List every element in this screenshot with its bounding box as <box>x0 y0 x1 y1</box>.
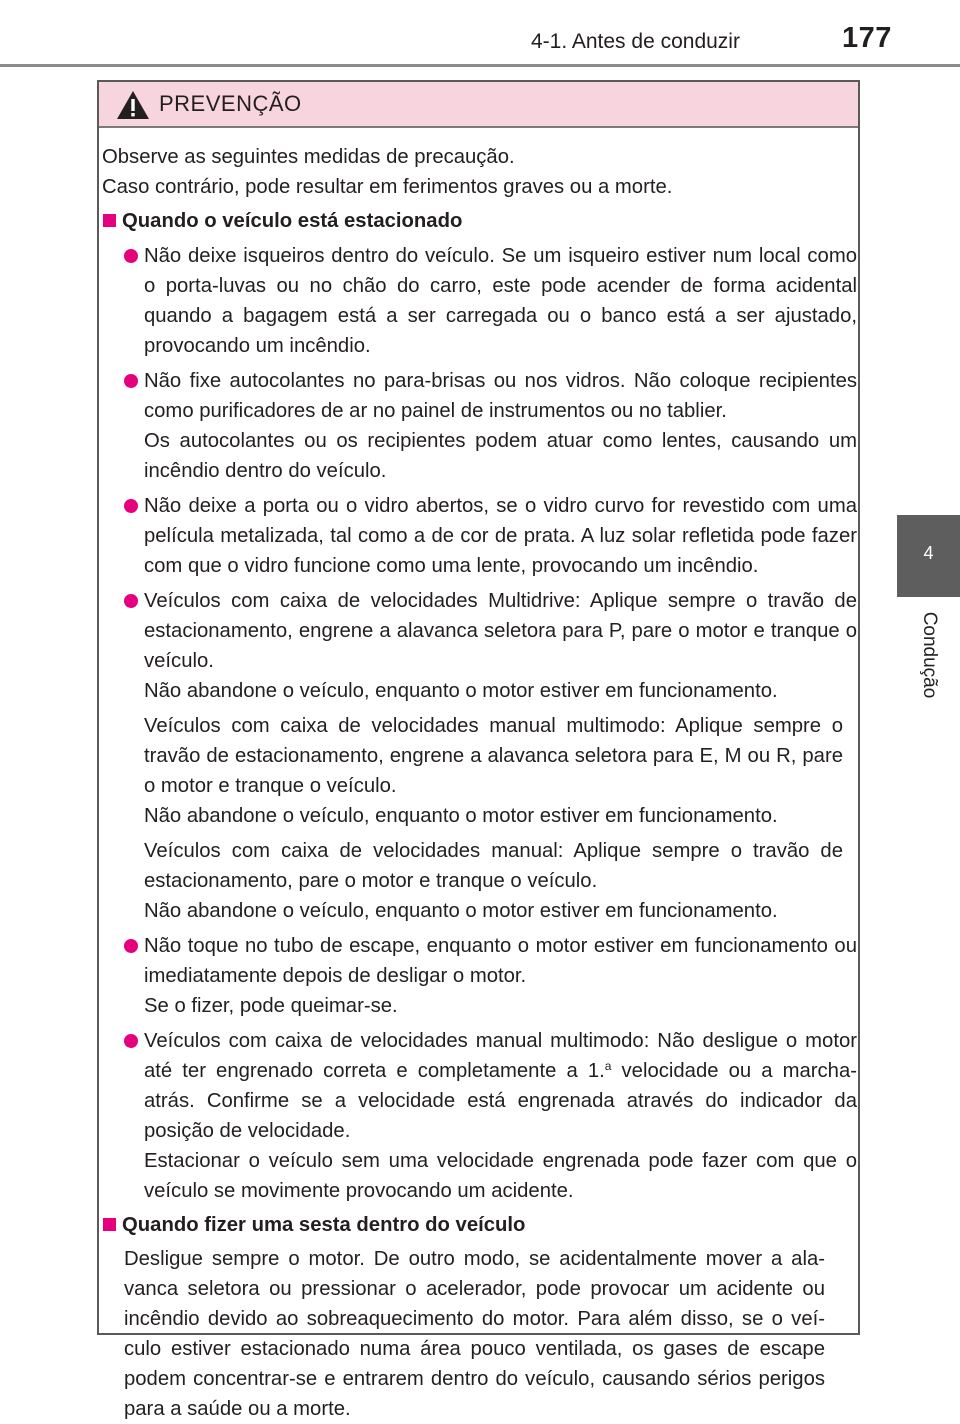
square-bullet-icon <box>103 214 116 227</box>
bullet-text: Não fixe autocolantes no para-brisas ou nos vidros. Não coloque recipientes como purificadores de ar no painel de instrumentos ou no tablier. <box>144 370 857 422</box>
bullet-note: Não abandone o veículo, enquanto o motor estiver em funcionamento. <box>144 900 778 922</box>
warning-triangle-icon <box>116 90 150 120</box>
bullet-note: Os autocolantes ou os recipientes podem atuar como lentes, causando um incêndio dentro do veículo. <box>144 430 857 482</box>
circle-bullet-icon <box>124 499 138 513</box>
circle-bullet-icon <box>124 1034 138 1048</box>
intro-line: Caso contrário, pode resultar em ferimentos graves ou a morte. <box>102 176 673 198</box>
bullet-item <box>102 241 857 361</box>
square-bullet-icon <box>103 1218 116 1231</box>
bullet-subparagraph: Veículos com caixa de velocidades manual: Aplique sempre o travão de estacionamento, pare o motor e tranque o veículo. <box>144 840 843 892</box>
header-divider <box>0 64 960 67</box>
bullet-text-a: Veículos com caixa de velocidades manual multimodo: Não desligue o motor até ter engrenado correta e completamente a 1. <box>144 1030 857 1082</box>
bullet-note: Estacionar o veículo sem uma velocidade engrenada pode fazer com que o veículo se movimente provocando um acidente. <box>144 1150 857 1202</box>
bullet-item <box>102 586 857 676</box>
header-section-title: 4-1. Antes de conduzir <box>531 30 740 53</box>
bullet-note: Se o fizer, pode queimar-se. <box>144 995 398 1017</box>
bullet-item <box>102 931 857 991</box>
ordinal-superscript: a <box>604 1059 612 1073</box>
circle-bullet-icon <box>124 374 138 388</box>
bullet-text: Veículos com caixa de velocidades Multidrive: Aplique sempre o travão de estacionamento, engrene a alavanca seletora para P, pare o motor e tranque o veículo. <box>144 590 857 672</box>
bullet-text-b: velocidade ou a marcha-atrás. Confirme se a velocidade está engrenada através do indicador da posição de velocidade. <box>144 1060 857 1142</box>
circle-bullet-icon <box>124 249 138 263</box>
bullet-note: Não abandone o veículo, enquanto o motor estiver em funcionamento. <box>144 805 778 827</box>
warning-content <box>102 142 857 1424</box>
warning-header <box>99 82 858 128</box>
bullet-text: Não toque no tubo de escape, enquanto o motor estiver em funcionamento ou imediatamente depois de desligar o motor. <box>144 935 857 987</box>
warning-box <box>97 80 860 1420</box>
chapter-tab <box>897 515 960 597</box>
bullet-item <box>102 491 857 581</box>
bullet-note: Não abandone o veículo, enquanto o motor estiver em funcionamento. <box>144 680 778 702</box>
warning-title: PREVENÇÃO <box>159 91 302 116</box>
bullet-item <box>102 1026 857 1146</box>
section-heading-text: Quando fizer uma sesta dentro do veículo <box>122 1214 526 1236</box>
section-paragraph: Desligue sempre o motor. De outro modo, se acidentalmente mover a alavanca seletora ou pressionar o acelerador, pode provocar um acidente ou incêndio devido ao sobreaquecimento do motor. Para além disso, se o veículo estiver estacionado numa área pouco ventilada, os gases de escape podem concentrar-se e entrarem dentro do veículo, causando sérios perigos para a saúde ou a morte. <box>124 1248 825 1420</box>
bullet-item <box>102 366 857 426</box>
bullet-text: Não deixe a porta ou o vidro abertos, se o vidro curvo for revestido com uma película metalizada, tal como a de cor de prata. A luz solar refletida pode fazer com que o vidro funcione como uma lente, provocando um incêndio. <box>144 495 857 577</box>
circle-bullet-icon <box>124 594 138 608</box>
chapter-label: Condução <box>919 611 940 699</box>
page-number: 177 <box>842 22 892 54</box>
intro-line: Observe as seguintes medidas de precaução. <box>102 146 515 168</box>
bullet-subparagraph: Veículos com caixa de velocidades manual multimodo: Aplique sempre o travão de estacionamento, engrene a alavanca seletora para E, M ou R, pare o motor e tranque o veículo. <box>144 715 843 797</box>
section-heading <box>102 1210 857 1240</box>
bullet-text: Não deixe isqueiros dentro do veículo. Se um isqueiro estiver num local como o porta-luvas ou no chão do carro, este pode acender de forma acidental quando a bagagem está a ser carregada ou o banco está a ser ajustado, provocando um incêndio. <box>144 245 857 357</box>
circle-bullet-icon <box>124 939 138 953</box>
section-heading <box>102 206 857 236</box>
chapter-number: 4 <box>923 543 934 563</box>
section-heading-text: Quando o veículo está estacionado <box>122 210 463 232</box>
